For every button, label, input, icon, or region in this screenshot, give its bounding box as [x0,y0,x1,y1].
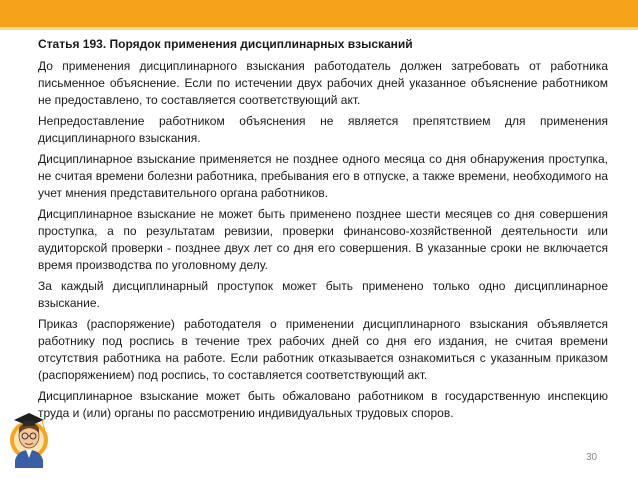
paragraph-3: Дисциплинарное взыскание применяется не позднее одного месяца со дня обнаружения проступка, не считая времени болезни работника, пребывания его в отпуске, а также времени, необходимого на учет мнения представительного органа работников. [38,152,608,200]
slide-title: Статья 193. Порядок применения дисциплинарных взысканий [38,37,413,51]
paragraph-5: За каждый дисциплинарный проступок может быть применено только одно дисциплинарное взыскание. [38,279,608,310]
header-bar [0,0,638,27]
paragraph-1: До применения дисциплинарного взыскания работодатель должен затребовать от работника письменное объяснение. Если по истечении двух рабочих дней указанное объяснение работником не предоставлено, то составляется соответствующий акт. [38,59,608,107]
slide-content [38,36,608,426]
paragraph-4: Дисциплинарное взыскание не может быть применено позднее шести месяцев со дня совершения проступка, а по результатам ревизии, проверки финансово-хозяйственной деятельности или аудиторской проверки - позднее двух лет со дня его совершения. В указанные сроки не включается время производства по уголовному делу. [38,207,608,272]
paragraph-2: Непредоставление работником объяснения не является препятствием для применения дисциплинарного взыскания. [38,114,608,145]
paragraph-6: Приказ (распоряжение) работодателя о применении дисциплинарного взыскания объявляется работнику под роспись в течение трех рабочих дней со дня его издания, не считая времени отсутствия работника на работе. Если работник отказывается ознакомиться с указанным приказом (распоряжением) под роспись, то составляется соответствующий акт. [38,317,608,382]
graduate-cartoon-icon [6,406,52,474]
paragraph-7: Дисциплинарное взыскание может быть обжаловано работником в государственную инспекцию труда и (или) органы по рассмотрению индивидуальных трудовых споров. [38,389,608,420]
page-number: 30 [586,452,598,463]
header-divider [0,27,638,30]
